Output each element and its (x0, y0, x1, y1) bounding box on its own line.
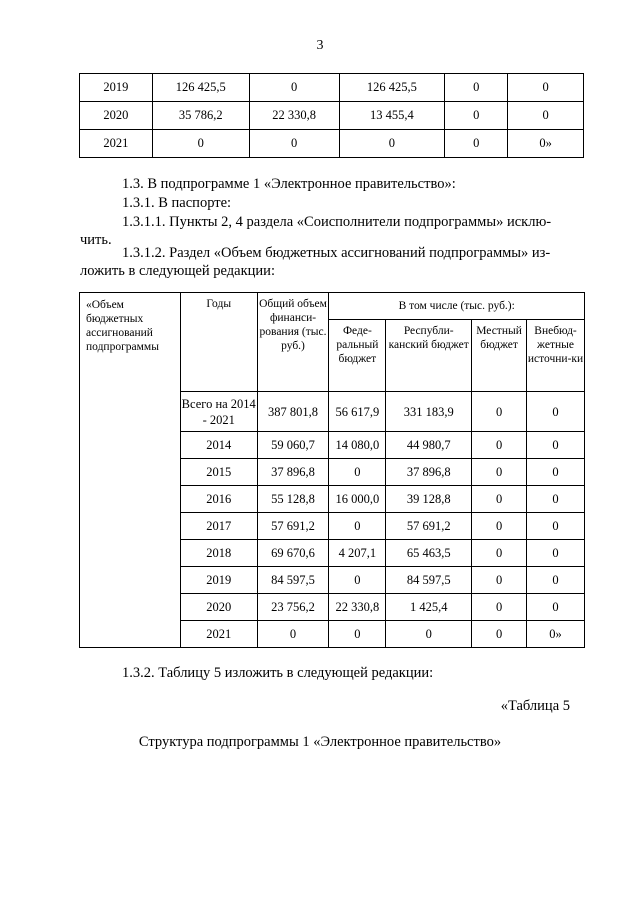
structure-title: Структура подпрограммы 1 «Электронное правительство» (138, 734, 502, 750)
table-cell: 0 (329, 621, 386, 648)
table-cell: 0 (472, 540, 527, 567)
table-cell: 22 330,8 (249, 102, 339, 130)
table-cell: 0 (329, 459, 386, 486)
table-cell: 0 (329, 513, 386, 540)
table-cell: 4 207,1 (329, 540, 386, 567)
section-1-3-2: 1.3.2. Таблицу 5 изложить в следующей редакции: (122, 665, 434, 681)
table-row (80, 130, 584, 158)
table-cell: 2021 (80, 130, 153, 158)
table-cell: 2019 (180, 567, 257, 594)
table-cell: 1 425,4 (386, 594, 472, 621)
table-row (80, 74, 584, 102)
table-cell: 23 756,2 (257, 594, 329, 621)
table-cell: 37 896,8 (386, 459, 472, 486)
table-cell: 0 (527, 432, 585, 459)
header-years: Годы (180, 293, 257, 392)
table-cell: 2015 (180, 459, 257, 486)
table-cell: 13 455,4 (339, 102, 445, 130)
table-cell: 0 (445, 74, 508, 102)
table-cell: 126 425,5 (339, 74, 445, 102)
table-cell: 0 (472, 392, 527, 432)
header-republic: Республи-канский бюджет (386, 320, 472, 392)
table-cell: 84 597,5 (386, 567, 472, 594)
table-cell: 14 080,0 (329, 432, 386, 459)
section-1-3-1-1-line2: чить. (80, 232, 112, 248)
table-cell: 0 (472, 459, 527, 486)
table-cell: 35 786,2 (152, 102, 249, 130)
table-cell: 37 896,8 (257, 459, 329, 486)
header-including: В том числе (тыс. руб.): (329, 293, 585, 320)
table-cell: 57 691,2 (257, 513, 329, 540)
table-cell: 44 980,7 (386, 432, 472, 459)
table-cell: 56 617,9 (329, 392, 386, 432)
table-cell: 0 (249, 74, 339, 102)
table-cell: 0 (527, 567, 585, 594)
table-cell: 0 (527, 392, 585, 432)
table-cell: 0 (329, 567, 386, 594)
table-cell: 2020 (180, 594, 257, 621)
table-cell: 0 (527, 540, 585, 567)
table-row (80, 102, 584, 130)
section-1-3-1-1-line1: 1.3.1.1. Пункты 2, 4 раздела «Соисполнители подпрограммы» исклю- (122, 214, 552, 230)
section-1-3-1-2-line2: ложить в следующей редакции: (80, 263, 275, 279)
table-cell: 331 183,9 (386, 392, 472, 432)
table-cell: 0 (527, 594, 585, 621)
table-cell: 0» (508, 130, 584, 158)
table-cell: 0 (472, 594, 527, 621)
table-cell: 0 (249, 130, 339, 158)
table-cell: 16 000,0 (329, 486, 386, 513)
table-cell: 0 (527, 459, 585, 486)
header-total: Общий объем финанси-рования (тыс. руб.) (257, 293, 329, 392)
section-1-3-1: 1.3.1. В паспорте: (122, 195, 232, 211)
table-cell: Всего на 2014 - 2021 (180, 392, 257, 432)
table-cell: 0 (508, 74, 584, 102)
page-number: 3 (316, 38, 324, 53)
table-cell: 0 (472, 486, 527, 513)
table-cell: 0 (472, 432, 527, 459)
table-cell: 2018 (180, 540, 257, 567)
table-cell: 84 597,5 (257, 567, 329, 594)
budget-allocation-table (79, 292, 585, 648)
header-extrabudgetary: Внебюд-жетные источни-ки (527, 320, 585, 392)
table-cell: 0 (445, 102, 508, 130)
table-cell: 2016 (180, 486, 257, 513)
header-local: Местный бюджет (472, 320, 527, 392)
table-cell: 65 463,5 (386, 540, 472, 567)
table-cell: 2014 (180, 432, 257, 459)
table-cell: 0 (508, 102, 584, 130)
header-federal: Феде-ральный бюджет (329, 320, 386, 392)
section-1-3-1-2-line1: 1.3.1.2. Раздел «Объем бюджетных ассигнований подпрограммы» из- (122, 245, 551, 261)
table-cell: 0 (472, 621, 527, 648)
table-cell: 69 670,6 (257, 540, 329, 567)
table-cell: 0 (527, 513, 585, 540)
table-cell: 0 (527, 486, 585, 513)
table-cell: 0 (472, 513, 527, 540)
table-cell: 39 128,8 (386, 486, 472, 513)
table-cell: 0 (472, 567, 527, 594)
table-cell: 59 060,7 (257, 432, 329, 459)
table-label: «Таблица 5 (500, 698, 570, 714)
table-cell: 0 (257, 621, 329, 648)
table-cell: 387 801,8 (257, 392, 329, 432)
budget-section-name: «Объем бюджетных ассигнований подпрограммы (80, 293, 181, 648)
table-cell: 22 330,8 (329, 594, 386, 621)
table-cell: 0 (445, 130, 508, 158)
table-cell: 57 691,2 (386, 513, 472, 540)
table-cell: 0» (527, 621, 585, 648)
table-cell: 2020 (80, 102, 153, 130)
table-cell: 0 (152, 130, 249, 158)
table-cell: 0 (339, 130, 445, 158)
funding-table-continued (79, 73, 584, 158)
table-cell: 2019 (80, 74, 153, 102)
table-cell: 0 (386, 621, 472, 648)
table-cell: 55 128,8 (257, 486, 329, 513)
section-1-3: 1.3. В подпрограмме 1 «Электронное правительство»: (122, 176, 456, 192)
table-cell: 2017 (180, 513, 257, 540)
table-cell: 126 425,5 (152, 74, 249, 102)
table-cell: 2021 (180, 621, 257, 648)
